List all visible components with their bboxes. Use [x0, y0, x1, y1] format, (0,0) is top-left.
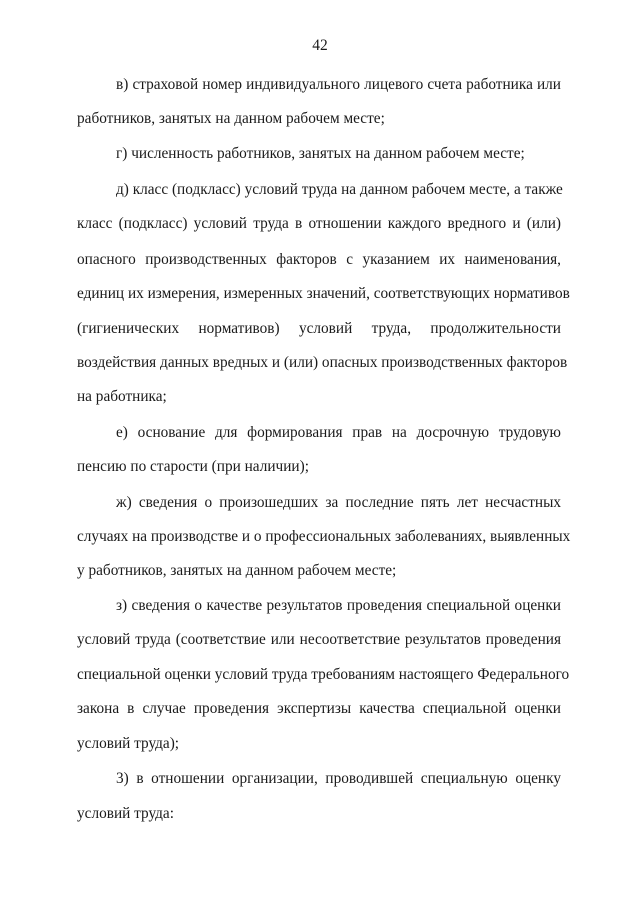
text-line: е) основание для формирования прав на досрочную трудовую [116, 424, 561, 441]
text-line: на работника; [77, 388, 167, 405]
text-line: специальной оценки условий труда требованиям настоящего Федерального [77, 666, 570, 683]
text-line: 3) в отношении организации, проводившей специальную оценку [116, 770, 561, 787]
text-line: воздействия данных вредных и (или) опасных производственных факторов [77, 354, 568, 371]
text-line: в) страховой номер индивидуального лицевого счета работника или [116, 76, 561, 93]
text-line: ж) сведения о произошедших за последние пять лет несчастных [116, 494, 561, 511]
text-line: д) класс (подкласс) условий труда на данном рабочем месте, а также [116, 181, 563, 198]
text-line: з) сведения о качестве результатов проведения специальной оценки [116, 597, 561, 614]
text-line: (гигиенических нормативов) условий труда, продолжительности [77, 320, 561, 337]
text-line: условий труда: [77, 805, 174, 822]
text-line: условий труда); [77, 735, 180, 752]
text-line: пенсию по старости (при наличии); [77, 458, 309, 475]
text-line: случаях на производстве и о профессиональных заболеваниях, выявленных [77, 528, 571, 545]
text-line: единиц их измерения, измеренных значений, соответствующих нормативов [77, 285, 570, 302]
text-line: класс (подкласс) условий труда в отношении каждого вредного и (или) [77, 215, 561, 232]
text-line: у работников, занятых на данном рабочем месте; [77, 562, 397, 579]
text-line: опасного производственных факторов с указанием их наименования, [77, 251, 561, 268]
text-line: работников, занятых на данном рабочем месте; [77, 110, 385, 127]
text-line: условий труда (соответствие или несоответствие результатов проведения [77, 631, 561, 648]
text-line: г) численность работников, занятых на данном рабочем месте; [116, 145, 525, 162]
text-line: закона в случае проведения экспертизы качества специальной оценки [77, 700, 561, 717]
page-number: 42 [312, 37, 328, 54]
